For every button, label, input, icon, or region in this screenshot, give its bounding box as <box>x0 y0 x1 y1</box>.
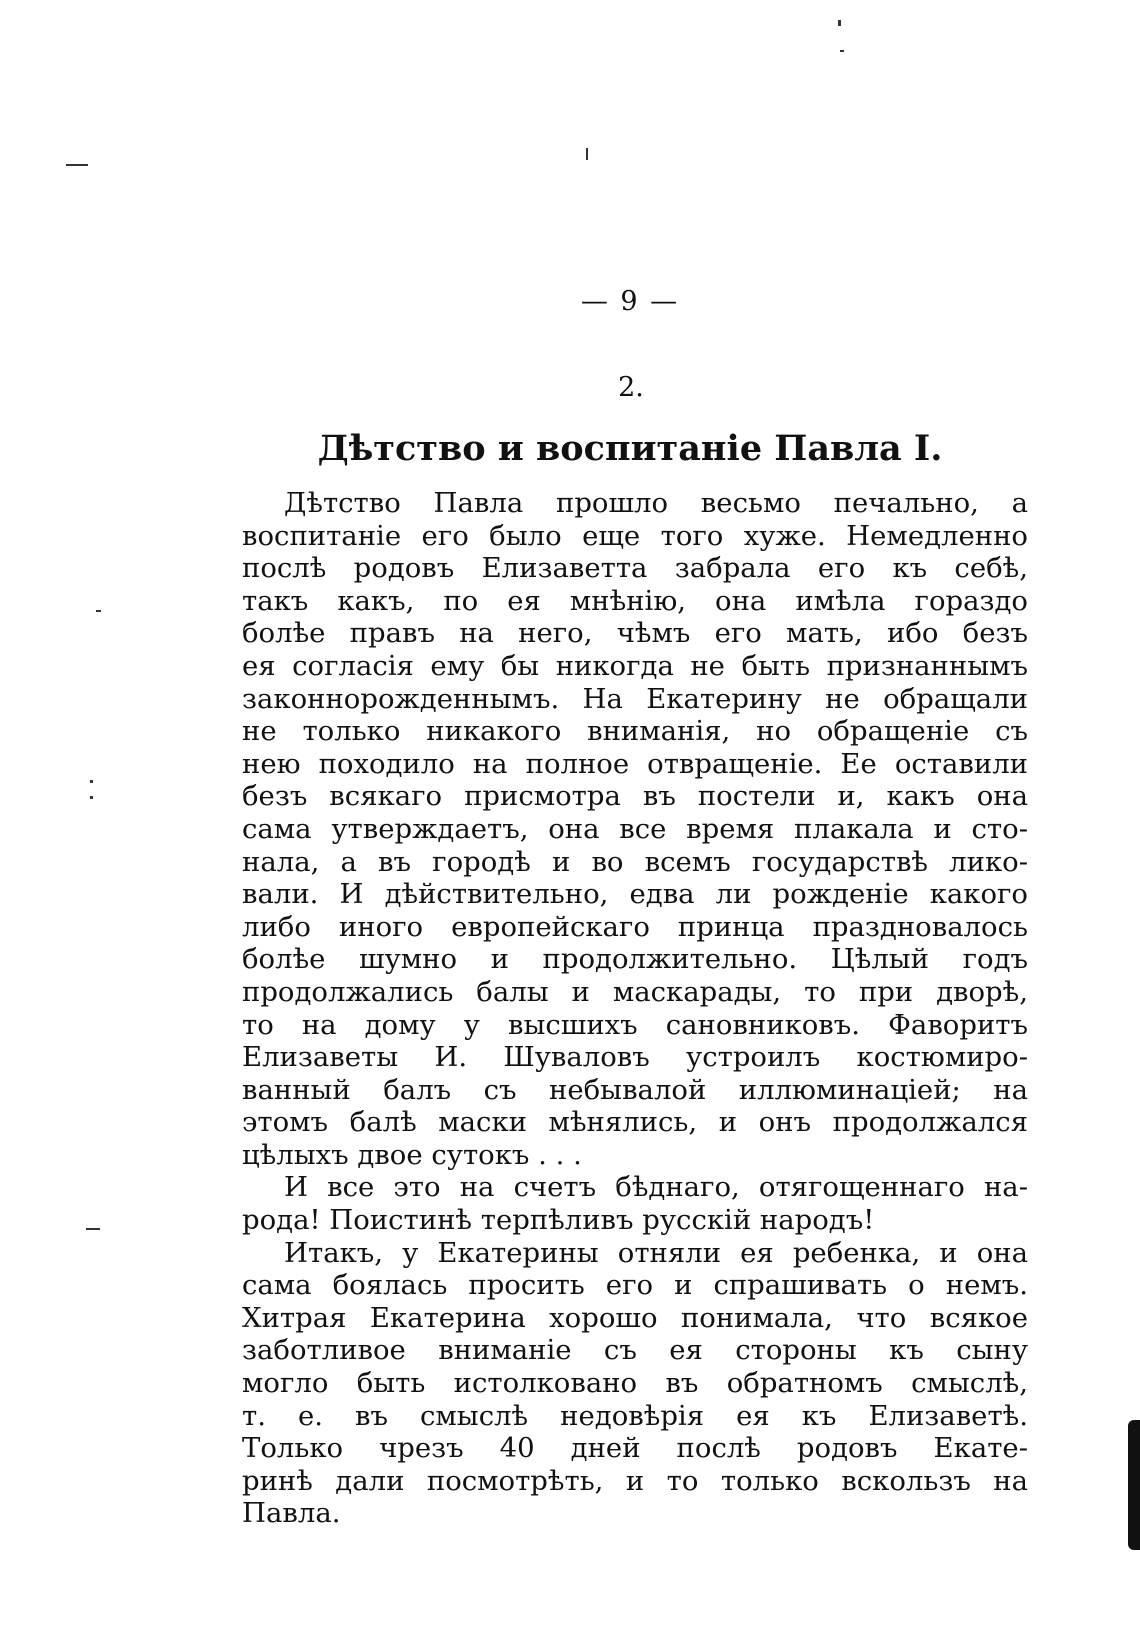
text-line: либо иного европейскаго принца праздновалось <box>242 910 1028 943</box>
text-line: ринѣ дали посмотрѣть, и то только вскользъ на <box>242 1464 1028 1497</box>
text-line: такъ какъ, по ея мнѣнію, она имѣла гораздо <box>242 584 1028 617</box>
text-line: нею походило на полное отвращеніе. Ее оставили <box>242 747 1028 780</box>
paragraph <box>242 487 1028 1171</box>
text-line: нала, а въ городѣ и во всемъ государствѣ лико- <box>242 845 1028 878</box>
scan-speck <box>840 50 844 52</box>
text-line: ванный балъ съ небывалой иллюминаціей; на <box>242 1073 1028 1106</box>
text-line: Дѣтство Павла прошло весьмо печально, а <box>284 487 1028 519</box>
text-line: т. е. въ смыслѣ недовѣрія ея къ Елизаветѣ. <box>242 1399 1028 1432</box>
text-line: Итакъ, у Екатерины отняли ея ребенка, и она <box>284 1236 1028 1269</box>
page-edge-shadow <box>1128 1420 1140 1550</box>
text-line: то на дому у высшихъ сановниковъ. Фаворитъ <box>242 1008 1028 1041</box>
scan-speck <box>838 20 841 26</box>
text-line: И все это на счетъ бѣднаго, отягощеннаго на- <box>284 1171 1028 1204</box>
paragraph <box>242 1171 1028 1236</box>
text-line: послѣ родовъ Елизаветта забрала его къ себѣ, <box>242 552 1028 585</box>
text-line: болѣе шумно и продолжительно. Цѣлый годъ <box>242 943 1028 976</box>
chapter-title: Дѣтство и воспитаніе Павла I. <box>317 428 943 469</box>
text-line: воспитаніе его было еще того хуже. Немедленно <box>242 519 1028 552</box>
text-line: Только чрезъ 40 дней послѣ родовъ Екате- <box>242 1432 1028 1465</box>
text-line: Елизаветы И. Шуваловъ устроилъ костюмиро- <box>242 1041 1028 1074</box>
text-line: цѣлыхъ двое сутокъ . . . <box>242 1138 582 1171</box>
text-line: не только никакого вниманія, но обращеніе съ <box>242 715 1028 748</box>
paragraph <box>242 1237 1028 1530</box>
body-text <box>242 487 1028 1530</box>
text-line: рода! Поистинѣ терпѣливъ русскій народъ! <box>242 1204 875 1237</box>
scan-speck <box>66 164 88 166</box>
text-line: сама боялась просить его и спрашивать о немъ. <box>242 1269 1028 1302</box>
text-line: этомъ балѣ маски мѣнялись, и онъ продолжался <box>242 1106 1028 1139</box>
text-line: сама утверждаетъ, она все время плакала и сто- <box>242 812 1028 845</box>
text-line: заботливое вниманіе съ ея стороны къ сыну <box>242 1334 1028 1367</box>
text-line: Павла. <box>242 1497 341 1530</box>
text-line: законнорожденнымъ. На Екатерину не обращали <box>242 682 1028 715</box>
chapter-number: 2. <box>618 372 644 403</box>
text-line: вали. И дѣйствительно, едва ли рожденіе какого <box>242 878 1028 911</box>
text-line: безъ всякаго присмотра въ постели и, какъ она <box>242 780 1028 813</box>
scan-speck <box>96 610 101 612</box>
text-line: Хитрая Екатерина хорошо понимала, что всякое <box>242 1301 1028 1334</box>
text-line: продолжались балы и маскарады, то при дворѣ, <box>242 975 1028 1008</box>
scan-speck <box>90 780 93 783</box>
text-line: ея согласія ему бы никогда не быть признаннымъ <box>242 649 1028 682</box>
scan-speck <box>90 796 93 799</box>
page-number: — 9 — <box>580 286 680 317</box>
text-line: могло быть истолковано въ обратномъ смыслѣ, <box>242 1367 1028 1400</box>
text-line: болѣе правъ на него, чѣмъ его мать, ибо безъ <box>242 617 1028 650</box>
scan-speck <box>86 1228 100 1230</box>
scan-speck <box>586 148 588 160</box>
